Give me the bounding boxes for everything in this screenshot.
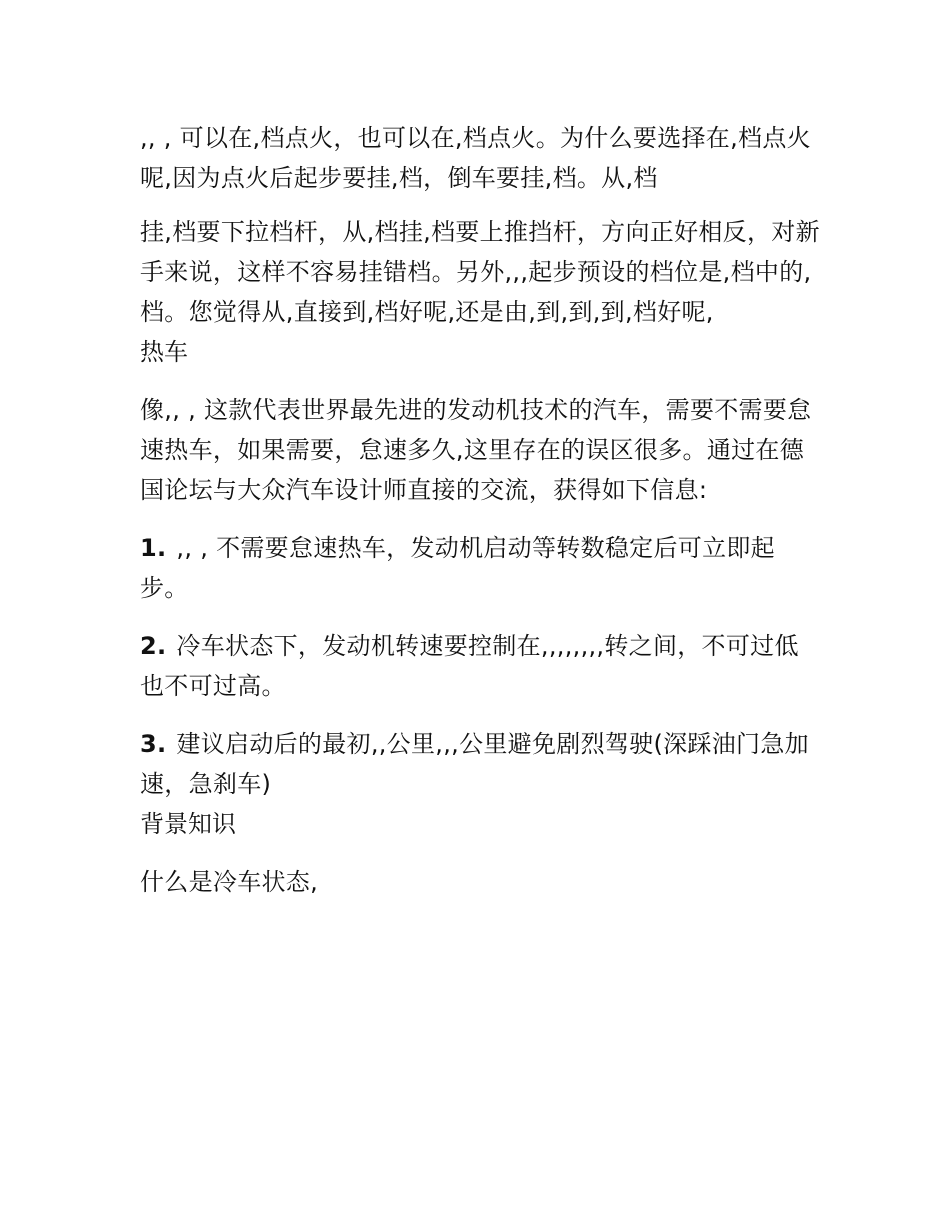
heading-warm-up: 热车 [140,338,188,366]
list-number: 1. [140,534,167,562]
list-item [140,724,820,804]
heading-background: 背景知识 [140,810,236,838]
paragraph-warm-up-intro: 像,, , 这款代表世界最先进的发动机技术的汽车，需要不需要怠速热车，如果需要，怠速多久,这里存在的误区很多。通过在德国论坛与大众汽车设计师直接的交流，获得如下信息: [140,396,812,504]
list-item [140,528,820,608]
paragraph-ignition: ,, , 可以在,档点火，也可以在,档点火。为什么要选择在,档点火呢,因为点火后起步要挂,档，倒车要挂,档。从,档 [140,124,811,192]
list-number: 2. [140,632,167,660]
list-text: 建议启动后的最初,,公里,,,公里避免剧烈驾驶(深踩油门急加速，急刹车) [140,730,809,798]
document-page [140,118,820,902]
list-item [140,626,820,706]
paragraph-cold-state: 什么是冷车状态, [140,868,319,896]
list-text: ,, , 不需要怠速热车，发动机启动等转数稳定后可立即起步。 [140,534,775,602]
list-text: 冷车状态下，发动机转速要控制在,,,,,,,,转之间，不可过低也不可过高。 [140,632,799,700]
list-number: 3. [140,730,167,758]
paragraph-gear-lever: 挂,档要下拉档杆，从,档挂,档要上推挡杆，方向正好相反，对新手来说，这样不容易挂错档。另外,,,起步预设的档位是,档中的,档。您觉得从,直接到,档好呢,还是由,到,到,到,档好呢, [140,218,820,326]
